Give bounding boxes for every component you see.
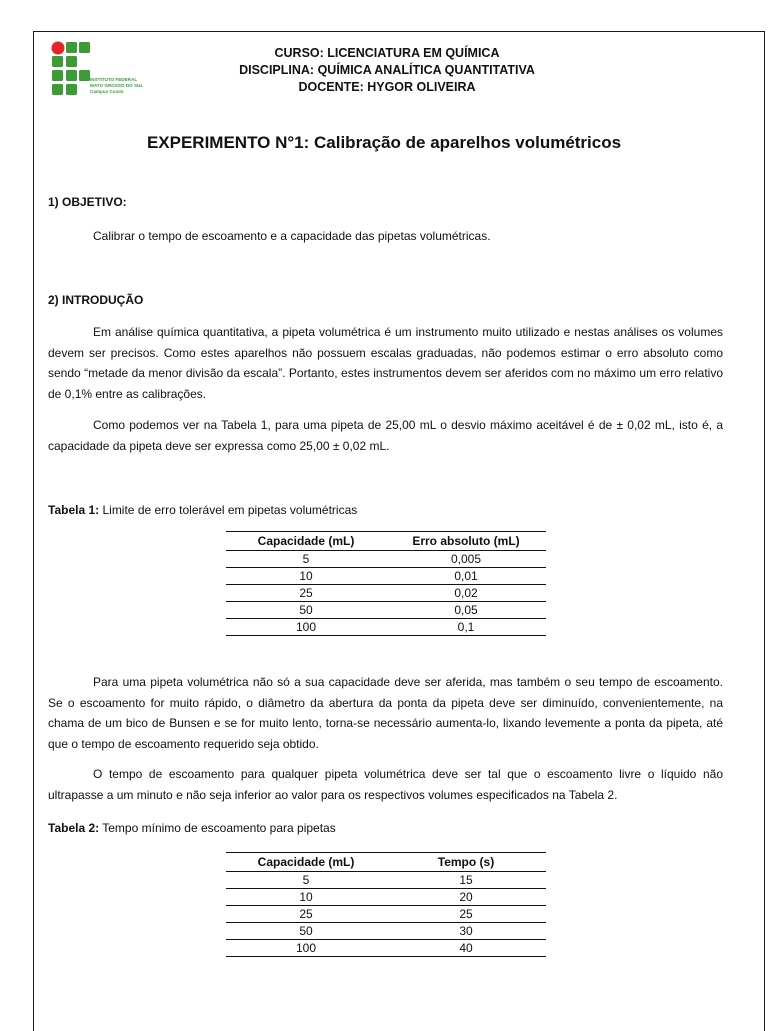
table2-caption	[48, 821, 336, 835]
table1-caption	[48, 503, 357, 517]
table2-caption-label: Tabela 2:	[48, 821, 100, 835]
intro-p1-text: Em análise química quantitativa, a pipeta volumétrica é um instrumento muito utilizado e nestas análises os volumes devem ser precisos. Como estes aparelhos não possuem escalas graduadas, não podemos estimar o erro absoluto como sendo “metade da menor divisão da escala”. Portanto, estes instrumentos devem ser aferidos com no máximo um erro relativo de 0,1% entre as calibrações.	[48, 325, 723, 401]
table-row	[226, 940, 546, 957]
intro-paragraph-2	[48, 415, 723, 456]
objective-paragraph	[48, 226, 723, 247]
column-header: Erro absoluto (mL)	[386, 532, 546, 551]
table-cell: 50	[226, 923, 386, 940]
table2-caption-text: Tempo mínimo de escoamento para pipetas	[99, 821, 336, 835]
logo-line-2: MATO GROSSO DO SUL	[90, 83, 144, 88]
table-cell: 25	[226, 585, 386, 602]
table1-caption-label: Tabela 1:	[48, 503, 100, 517]
column-header: Tempo (s)	[386, 853, 546, 872]
column-header: Capacidade (mL)	[226, 532, 386, 551]
table-row	[226, 923, 546, 940]
table-cell: 5	[226, 872, 386, 889]
page-title: EXPERIMENTO N°1: Calibração de aparelhos volumétricos	[146, 133, 622, 152]
table-cell: 30	[386, 923, 546, 940]
table-row	[226, 551, 546, 568]
column-header: Capacidade (mL)	[226, 853, 386, 872]
table-header-row	[226, 853, 546, 872]
table-cell: 20	[386, 889, 546, 906]
intro-paragraph-4	[48, 764, 723, 805]
table-cell: 0,005	[386, 551, 546, 568]
logo-line-1: INSTITUTO FEDERAL	[90, 77, 138, 82]
table-cell: 0,1	[386, 619, 546, 636]
table-cell: 50	[226, 602, 386, 619]
intro-p4-text: O tempo de escoamento para qualquer pipeta volumétrica deve ser tal que o escoamento livre o líquido não ultrapasse a um minuto e não seja inferior ao valor para os respectivos volumes especificados na Tabela 2.	[48, 767, 723, 802]
table-row	[226, 619, 546, 636]
objective-heading: 1) OBJETIVO:	[48, 195, 127, 209]
error-limit-table	[226, 531, 546, 636]
intro-paragraph-3	[48, 672, 723, 754]
intro-paragraph-1	[48, 322, 723, 404]
table-cell: 100	[226, 940, 386, 957]
introduction-heading: 2) INTRODUÇÃO	[48, 293, 144, 307]
table-cell: 40	[386, 940, 546, 957]
table-row	[226, 906, 546, 923]
table-cell: 5	[226, 551, 386, 568]
table-cell: 10	[226, 568, 386, 585]
table-cell: 0,05	[386, 602, 546, 619]
table-row	[226, 568, 546, 585]
table-row	[226, 585, 546, 602]
flow-time-table	[226, 852, 546, 957]
table-cell: 25	[386, 906, 546, 923]
table1-caption-text: Limite de erro tolerável em pipetas volumétricas	[99, 503, 358, 517]
table-cell: 0,02	[386, 585, 546, 602]
intro-p3-text: Para uma pipeta volumétrica não só a sua capacidade deve ser aferida, mas também o seu tempo de escoamento. Se o escoamento for muito rápido, o diâmetro da abertura da ponta da pipeta deve ser diminuído, convenientemente, na chama de um bico de Bunsen e se for muito lento, torna-se necessário aumenta-lo, lixando levemente a ponta da pipeta, até que o tempo de escoamento requerido seja obtido.	[48, 675, 723, 751]
table-row	[226, 872, 546, 889]
objective-text: Calibrar o tempo de escoamento e a capacidade das pipetas volumétricas.	[93, 229, 491, 243]
logo-line-3: Campus Coxim	[90, 89, 124, 94]
course-line: CURSO: LICENCIATURA EM QUÍMICA	[274, 46, 500, 60]
table-row	[226, 889, 546, 906]
teacher-line: DOCENTE: HYGOR OLIVEIRA	[298, 80, 476, 94]
table-cell: 0,01	[386, 568, 546, 585]
table-cell: 10	[226, 889, 386, 906]
table-cell: 25	[226, 906, 386, 923]
intro-p2-text: Como podemos ver na Tabela 1, para uma pipeta de 25,00 mL o desvio máximo aceitável é de ± 0,02 mL, isto é, a capacidade da pipeta deve ser expressa como 25,00 ± 0,02 mL.	[48, 418, 723, 453]
table-row	[226, 602, 546, 619]
document-header	[0, 45, 768, 96]
table-cell: 100	[226, 619, 386, 636]
table-header-row	[226, 532, 546, 551]
table-cell: 15	[386, 872, 546, 889]
discipline-line: DISCIPLINA: QUÍMICA ANALÍTICA QUANTITATIVA	[239, 63, 535, 77]
